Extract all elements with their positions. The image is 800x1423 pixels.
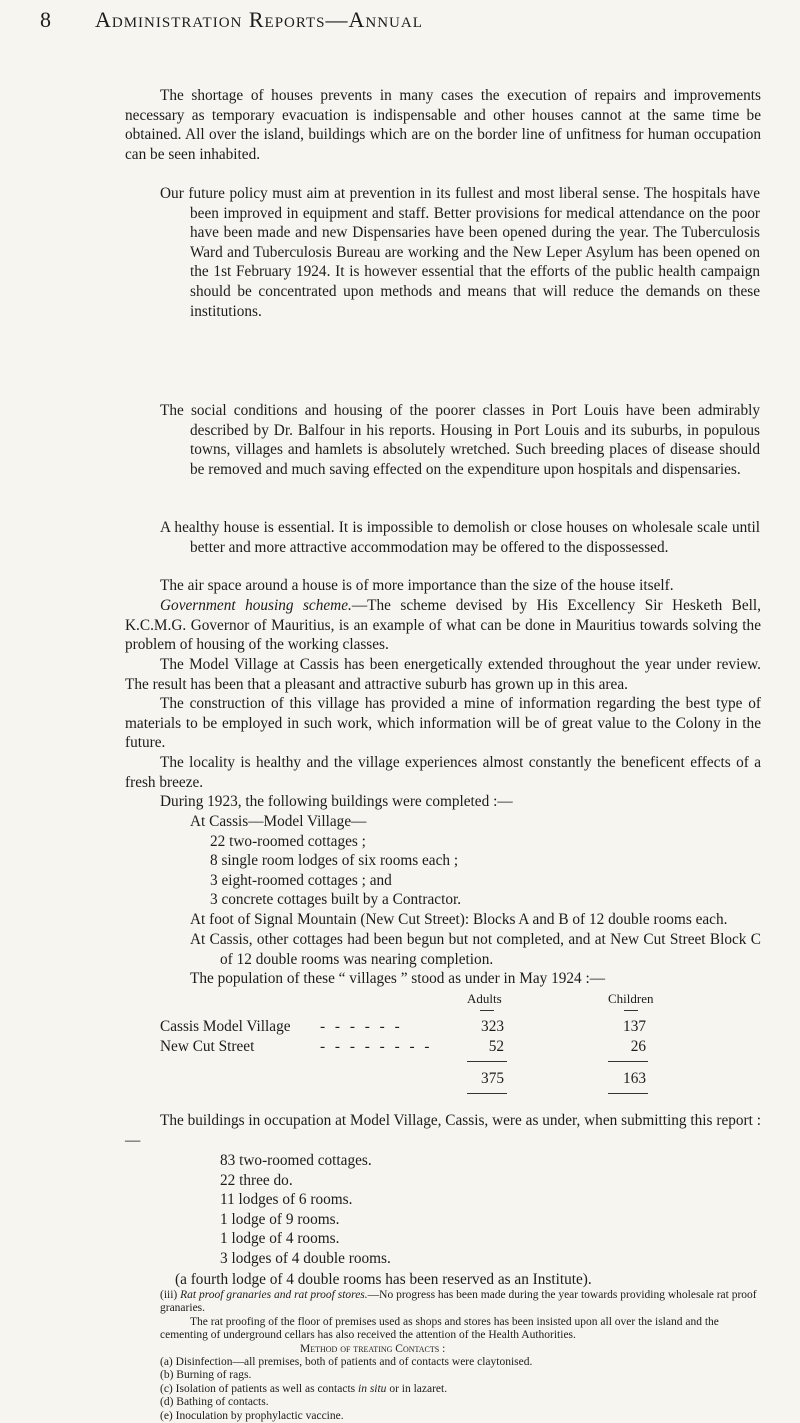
in-situ-text: in situ <box>358 1382 387 1395</box>
divider <box>608 1093 648 1094</box>
fourth-lodge-note: (a fourth lodge of 4 double rooms has been reserved as an Institute). <box>175 1271 592 1288</box>
table-cell-adults: 52 <box>488 1038 504 1055</box>
page-number: 8 <box>40 7 51 32</box>
method-heading: Method of treating Contacts : <box>300 1342 446 1355</box>
header-children: Children <box>608 991 654 1006</box>
paragraph-cassis-other: At Cassis, other cottages had been begun but not completed, and at New Cut Street Block C of 12 double rooms was nearing completion. <box>190 931 761 968</box>
table-row-label: New Cut Street <box>160 1038 255 1055</box>
population-intro: The population of these “ villages ” stood as under in May 1924 :— <box>190 970 606 987</box>
paragraph-future-policy: Our future policy must aim at prevention in its fullest and most liberal sense. The hospitals have been improved in equipment and staff. Better provisions for medical attendance on the poor have been made and new Dispensaries have been opened during the year. The Tuberculosis Ward and Tuberculosis Bureau are working and the New Leper Asylum has been opened on the 1st February 1924. It is however essential that the efforts of the public health campaign should be concentrated upon methods and means that will reduce the demands on these institutions. <box>160 185 760 320</box>
header-adults: Adults <box>467 991 502 1006</box>
paragraph-government-housing <box>125 596 761 655</box>
total-children: 163 <box>623 1070 646 1087</box>
divider <box>480 1010 494 1011</box>
divider <box>467 1061 507 1062</box>
list-item: 83 two-roomed cottages. <box>220 1152 372 1169</box>
government-housing-label: Government housing scheme. <box>160 597 352 614</box>
list-item: 22 three do. <box>220 1171 293 1189</box>
list-item: 3 lodges of 4 double rooms. <box>220 1249 391 1267</box>
divider <box>467 1093 507 1094</box>
list-item: 1 lodge of 9 rooms. <box>220 1210 340 1228</box>
table-cell-children: 137 <box>623 1018 646 1035</box>
paragraph-construction: The construction of this village has provided a mine of information regarding the best type of materials to be employed in such work, which information will be of great value to the Colony in the future. <box>125 695 761 752</box>
list-item: 3 concrete cottages built by a Contractor. <box>210 891 462 909</box>
cassis-list-title: At Cassis—Model Village— <box>190 813 367 830</box>
paragraph-rat-proof <box>160 1289 760 1316</box>
rat-proof-text: —No progress has been made during the year towards providing wholesale rat proof granaries. <box>160 1289 757 1315</box>
paragraph-model-village: The Model Village at Cassis has been energetically extended throughout the year under review. The result has been that a pleasant and attractive suburb has grown up in this area. <box>125 656 761 693</box>
table-cell-children: 26 <box>630 1038 646 1055</box>
paragraph-shortage: The shortage of houses prevents in many cases the execution of repairs and improvements necessary as temporary evacuation is indispensable and other houses cannot at the same time be obtained. All over the island, buildings which are on the border line of unfitness for human occupation can be seen inhabited. <box>125 87 761 163</box>
method-item: (a) Disinfection—all premises, both of patients and of contacts were claytonised. <box>160 1356 533 1369</box>
method-item: (c) Isolation of patients as well as contacts in situ or in lazaret. <box>160 1382 448 1395</box>
list-item: 22 two-roomed cottages ; <box>210 832 366 850</box>
method-item: (b) Burning of rags. <box>160 1369 252 1382</box>
paragraph-locality: The locality is healthy and the village experiences almost constantly the beneficent effects of a fresh breeze. <box>125 754 761 791</box>
lower-section <box>160 1289 760 1423</box>
divider <box>624 1010 638 1011</box>
total-adults: 375 <box>481 1070 504 1087</box>
paragraph-signal-mountain: At foot of Signal Mountain (New Cut Street): Blocks A and B of 12 double rooms each. <box>190 911 728 928</box>
list-item: 11 lodges of 6 rooms. <box>220 1191 353 1209</box>
method-item: (e) Inoculation by prophylactic vaccine. <box>160 1409 344 1422</box>
paragraph-healthy-house: A healthy house is essential. It is impossible to demolish or close houses on wholesale scale until better and more attractive accommodation may be offered to the dispossessed. <box>160 519 760 556</box>
paragraph-rat-floor: The rat proofing of the floor of premises used as shops and stores has been insisted upon all over the island and the cementing of underground cellars has also received the attention of the Health Authorities. <box>160 1315 719 1342</box>
list-item: 1 lodge of 4 rooms. <box>220 1230 340 1248</box>
table-cell-adults: 323 <box>481 1018 504 1035</box>
list-item: 3 eight-roomed cottages ; and <box>210 871 392 889</box>
cassis-list <box>190 812 461 910</box>
occupation-list <box>220 1151 391 1269</box>
paragraph-during-1923: During 1923, the following buildings were completed :— <box>160 793 513 810</box>
paragraph-occupation: The buildings in occupation at Model Village, Cassis, were as under, when submitting this report :— <box>125 1112 761 1149</box>
paragraph-air-space: The air space around a house is of more importance than the size of the house itself. <box>160 577 674 594</box>
paragraph-social-conditions: The social conditions and housing of the poorer classes in Port Louis have been admirably described by Dr. Balfour in his reports. Housing in Port Louis and its suburbs, in populous towns, villages and hamlets is absolutely wretched. Such breeding places of disease should be removed and much saving effected on the expenditure upon hospitals and dispensaries. <box>160 402 760 478</box>
table-row-dots: - - - - - - <box>320 1018 403 1035</box>
running-head: Administration Reports—Annual <box>95 7 423 32</box>
rat-proof-number: (iii) <box>160 1289 181 1301</box>
list-item: 8 single room lodges of six rooms each ; <box>210 852 459 870</box>
government-housing-text: —The scheme devised by His Excellency Sir Hesketh Bell, K.C.M.G. Governor of Mauritius, is an example of what can be done in Mauritius towards solving the problem of housing of the working classes. <box>125 597 761 654</box>
divider <box>608 1061 648 1062</box>
table-row-dots: - - - - - - - - <box>320 1038 433 1055</box>
method-item: (d) Bathing of contacts. <box>160 1396 269 1409</box>
table-row-label: Cassis Model Village <box>160 1018 291 1035</box>
rat-proof-label: Rat proof granaries and rat proof stores. <box>180 1289 368 1301</box>
